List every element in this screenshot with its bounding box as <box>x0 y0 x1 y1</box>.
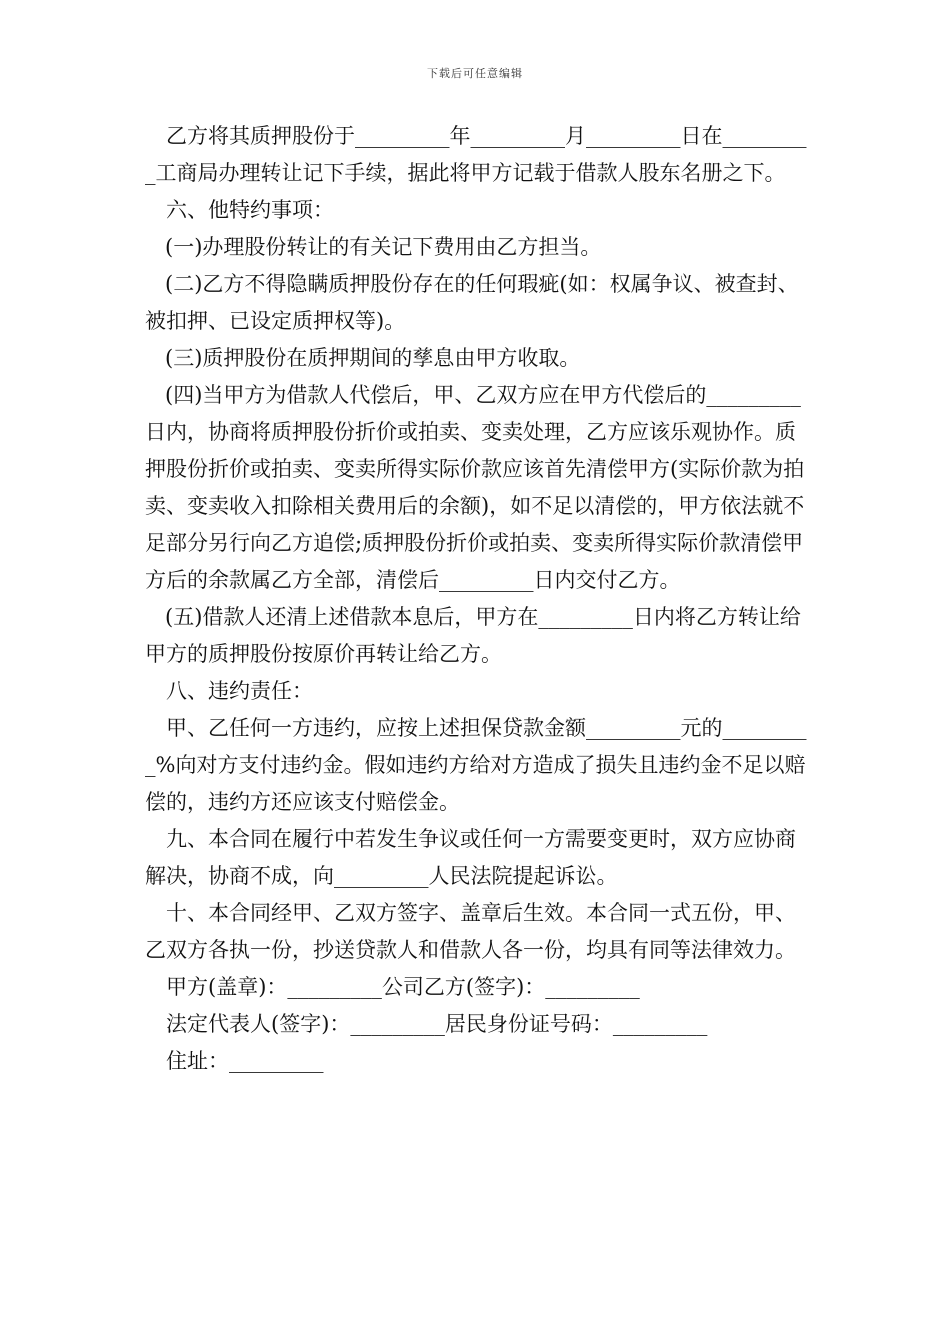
paragraph-pledge-transfer: 乙方将其质押股份于_________年_________月_________日在_________工商局办理转让记下手续，据此将甲方记载于借款人股东名册之下。 <box>145 124 807 185</box>
signature-party-a: 甲方(盖章)：_________公司乙方(签字)：_________ <box>166 975 640 999</box>
clause-1: (一)办理股份转让的有关记下费用由乙方担当。 <box>165 235 602 259</box>
clause-2: (二)乙方不得隐瞒质押股份存在的任何瑕疵(如：权属争议、被查封、被扣押、已设定质押权等)。 <box>145 272 799 333</box>
page-header: 下载后可任意编辑 <box>427 67 523 80</box>
paragraph-liability: 甲、乙任何一方违约，应按上述担保贷款金额_________元的_________%向对方支付违约金。假如违约方给对方造成了损失且违约金不足以赔偿的，违约方还应该支付赔偿金。 <box>145 716 807 814</box>
section-heading-liability: 八、违约责任： <box>166 679 313 703</box>
clause-4: (四)当甲方为借款人代偿后，甲、乙双方应在甲方代偿后的_________日内，协商将质押股份折价或拍卖、变卖处理，乙方应该乐观协作。质押股份折价或拍卖、变卖所得实际价款应该首先清偿甲方(实际价款为拍卖、变卖收入扣除相关费用后的余额)，如不足以清偿的，甲方依法就不足部分另行向乙方追偿;质押股份折价或拍卖、变卖所得实际价款清偿甲方后的余款属乙方全部，清偿后_________日内交付乙方。 <box>145 383 805 592</box>
section-heading-special-terms: 六、他特约事项： <box>166 198 334 222</box>
signature-address: 住址：_________ <box>166 1049 324 1073</box>
document-body <box>145 118 810 1080</box>
clause-3: (三)质押股份在质押期间的孳息由甲方收取。 <box>165 346 581 370</box>
paragraph-effectiveness: 十、本合同经甲、乙双方签字、盖章后生效。本合同一式五份，甲、乙双方各执一份，抄送贷款人和借款人各一份，均具有同等法律效力。 <box>145 901 796 962</box>
clause-5: (五)借款人还清上述借款本息后，甲方在_________日内将乙方转让给甲方的质押股份按原价再转让给乙方。 <box>145 605 801 666</box>
signature-legal-rep: 法定代表人(签字)：_________居民身份证号码：_________ <box>166 1012 708 1036</box>
paragraph-dispute: 九、本合同在履行中若发生争议或任何一方需要变更时，双方应协商解决，协商不成，向_________人民法院提起诉讼。 <box>145 827 796 888</box>
